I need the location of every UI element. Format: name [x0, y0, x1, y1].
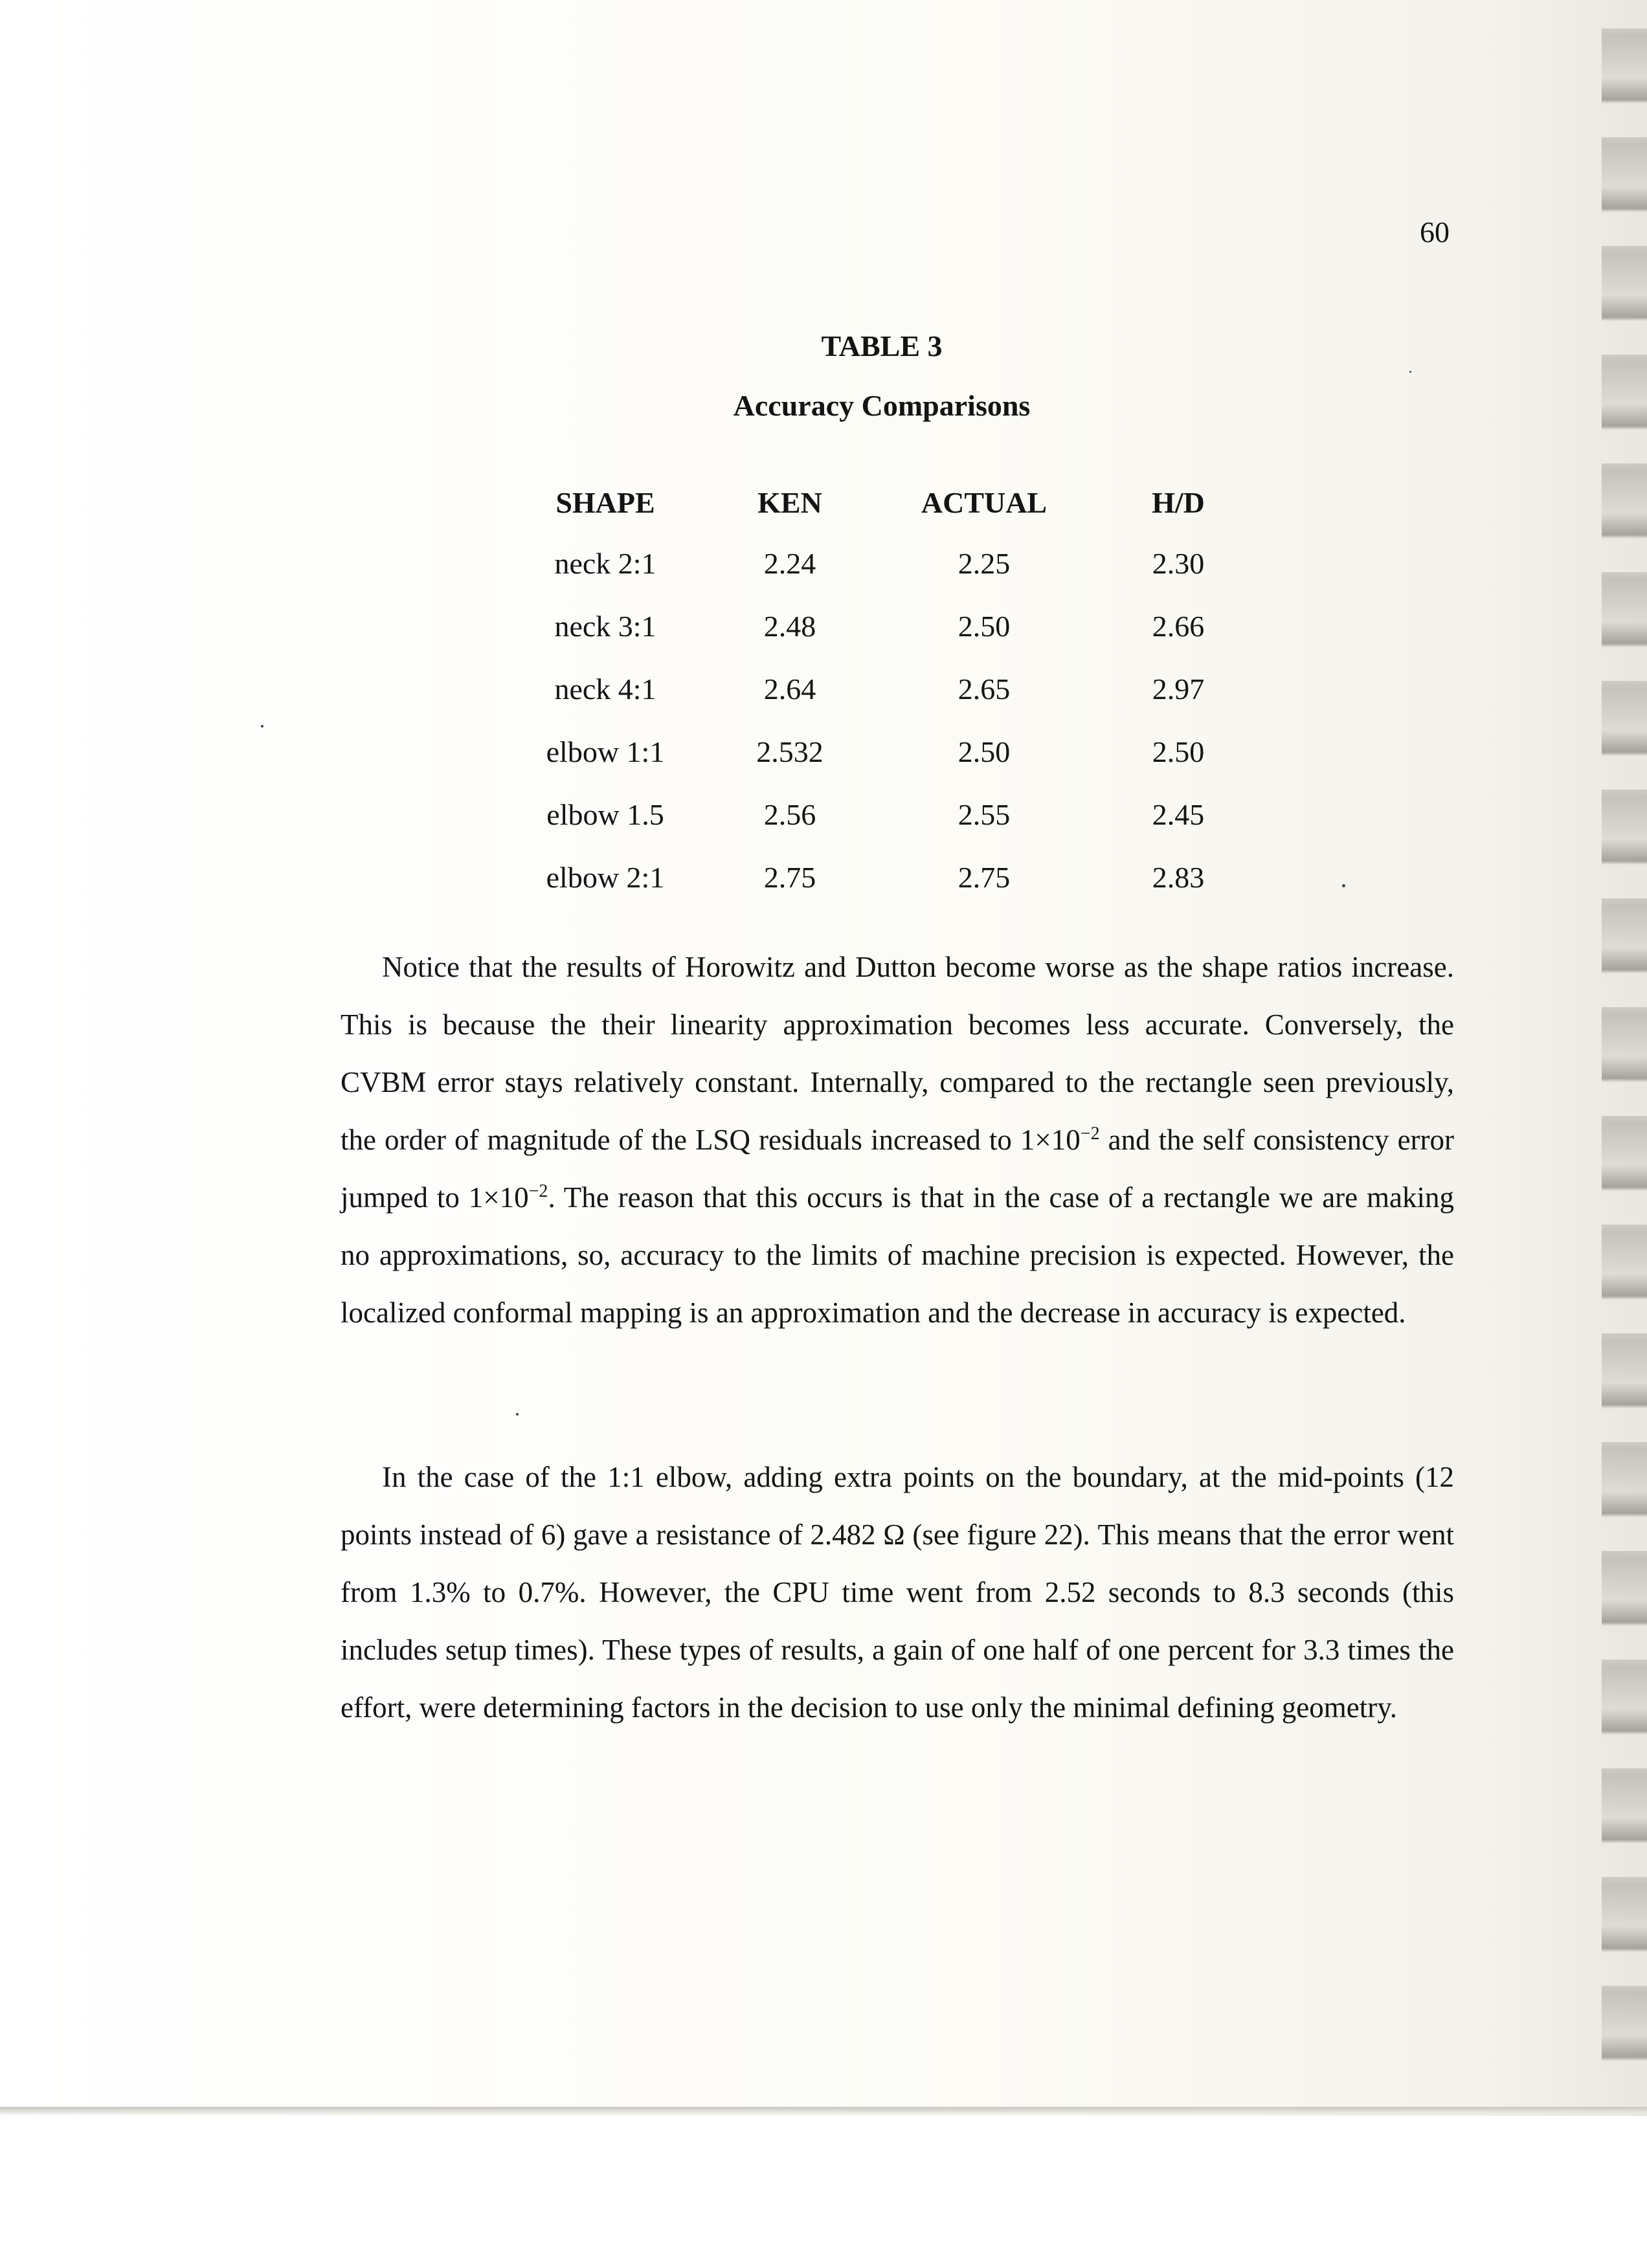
- page-bottom-edge: [0, 2107, 1647, 2116]
- spiral-binding: [1602, 0, 1647, 2091]
- cell-hd: 2.50: [1152, 735, 1205, 768]
- cell-shape: neck 3:1: [554, 610, 656, 643]
- table-header-row: [518, 472, 1275, 532]
- cell-actual: 2.75: [958, 861, 1011, 894]
- cell-ken: 2.48: [763, 610, 816, 643]
- cell-ken: 2.56: [763, 798, 816, 831]
- cell-shape: elbow 2:1: [546, 861, 665, 894]
- cell-ken: 2.532: [756, 735, 824, 768]
- cell-hd: 2.97: [1152, 673, 1205, 706]
- column-header-hd: H/D: [1152, 485, 1205, 519]
- table-row: [518, 783, 1275, 846]
- cell-hd: 2.30: [1152, 547, 1205, 580]
- cell-actual: 2.25: [958, 547, 1011, 580]
- table-title: TABLE 3: [821, 329, 943, 362]
- column-header-ken: KEN: [757, 485, 822, 519]
- cell-shape: elbow 1.5: [546, 798, 664, 831]
- table-row: [518, 595, 1275, 658]
- body-paragraph-2: In the case of the 1:1 elbow, adding extra points on the boundary, at the mid-points (12 points instead of 6) gave a resistance of 2.482 Ω (see figure 22). This means that the error went from 1.3% to 0.7%. However, the CPU time went from 2.52 seconds to 8.3 seconds (this includes setup times). These types of results, a gain of one half of one percent for 3.3 times the effort, were determining factors in the decision to use only the minimal defining geometry.: [341, 1461, 1454, 1724]
- cell-shape: elbow 1:1: [546, 735, 665, 768]
- exponent-superscript: −2: [1080, 1124, 1100, 1144]
- cell-ken: 2.75: [763, 861, 816, 894]
- table-row: [518, 532, 1275, 595]
- column-header-actual: ACTUAL: [921, 485, 1048, 519]
- paragraph-text: and the self consistency error jumped to: [341, 1124, 1454, 1214]
- cell-ken: 2.24: [763, 547, 816, 580]
- scanner-background: [0, 2116, 1647, 2268]
- scan-speck: [1342, 884, 1345, 887]
- paragraph-text: Notice that the results of Horowitz and Dutton become worse as the shape ratios increase. This is because the their linearity approximation becomes less accurate. Conversely, the CVBM error stays relatively constant. Internally, compared to the rectangle seen previously, the order of magnitude of the LSQ residuals increased to: [341, 951, 1454, 1156]
- cell-hd: 2.45: [1152, 798, 1205, 831]
- table-subtitle: Accuracy Comparisons: [733, 389, 1031, 422]
- exponent-base: 1×10: [1020, 1124, 1081, 1156]
- page-number: 60: [1420, 216, 1450, 249]
- cell-hd: 2.66: [1152, 610, 1205, 643]
- body-paragraph-1: [341, 939, 1454, 1342]
- cell-actual: 2.50: [958, 610, 1011, 643]
- table-row: [518, 658, 1275, 720]
- scan-speck: [1409, 371, 1411, 373]
- cell-actual: 2.65: [958, 673, 1011, 706]
- scan-speck: [261, 725, 263, 728]
- cell-ken: 2.64: [763, 673, 816, 706]
- table-row: [518, 846, 1275, 909]
- cell-actual: 2.55: [958, 798, 1011, 831]
- column-header-shape: SHAPE: [555, 485, 655, 519]
- exponent-base: 1×10: [468, 1181, 529, 1214]
- cell-shape: neck 4:1: [554, 673, 656, 706]
- accuracy-table: [518, 472, 1275, 909]
- cell-actual: 2.50: [958, 735, 1011, 768]
- cell-shape: neck 2:1: [554, 547, 656, 580]
- table-row: [518, 720, 1275, 783]
- scan-speck: [516, 1413, 519, 1416]
- paragraph-text: . The reason that this occurs is that in the case of a rectangle we are making no approximations, so, accuracy to the limits of machine precision is expected. However, the localized conformal mapping is an approximation and the decrease in accuracy is expected.: [341, 1181, 1454, 1329]
- cell-hd: 2.83: [1152, 861, 1205, 894]
- exponent-superscript: −2: [528, 1181, 548, 1201]
